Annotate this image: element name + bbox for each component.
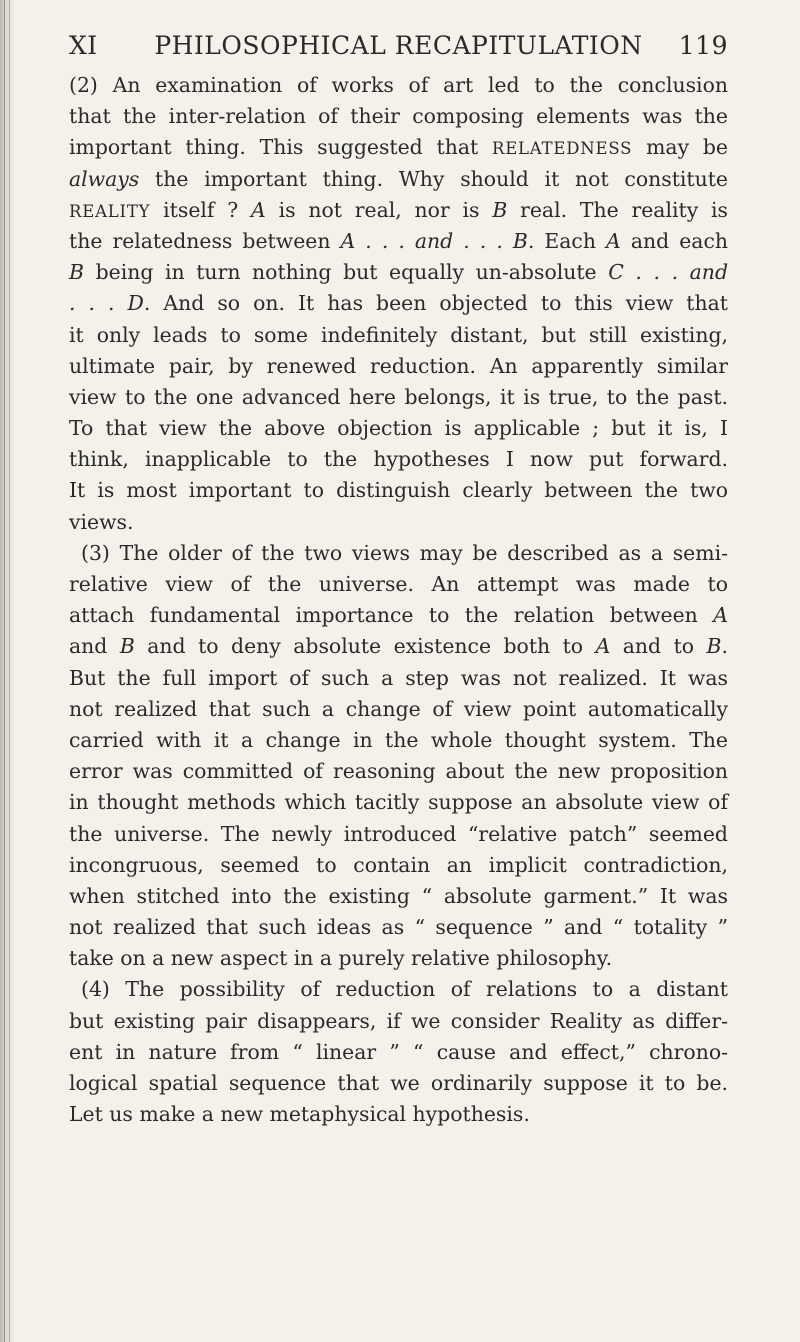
small-caps-term: RELATEDNESS: [491, 139, 633, 159]
text-line: logical spatial sequence that we ordinarily suppose it to be.: [69, 1071, 728, 1095]
chapter-title: PHILOSOPHICAL RECAPITULATION: [154, 31, 643, 60]
text-line: the universe. The newly introduced “relative patch” seemed: [69, 821, 728, 846]
text-line: take on a new aspect in a purely relative philosophy.: [69, 946, 613, 971]
text-line: important thing. This suggested that RELATEDNESS may be: [69, 135, 728, 160]
text-line: relative view of the universe. An attempt was made to: [69, 572, 728, 596]
text-line: ultimate pair, by renewed reduction. An apparently similar: [69, 353, 728, 378]
chapter-number: XI: [69, 31, 98, 60]
text-line: always the important thing. Why should it not constitute: [69, 166, 728, 191]
small-caps-term: REALITY: [69, 201, 151, 221]
text-line: ent in nature from “ linear ” “ cause and effect,” chrono-: [69, 1039, 728, 1064]
text-line: error was committed of reasoning about the new proposition: [69, 759, 728, 784]
text-line: not realized that such ideas as “ sequence ” and “ totality ”: [69, 915, 728, 940]
running-head: [69, 28, 728, 64]
text-line: REALITY itself ? A is not real, nor is B real. The reality is: [69, 197, 729, 222]
text-line: carried with it a change in the whole thought system. The: [69, 727, 728, 752]
text-line: (4) The possibility of reduction of relations to a distant: [81, 977, 728, 1002]
text-line: it only leads to some indefinitely distant, but still existing,: [69, 322, 728, 347]
text-line: attach fundamental importance to the relation between A: [69, 603, 728, 628]
text-line: and B and to deny absolute existence both to A and to B.: [69, 634, 728, 659]
text-line: views.: [69, 509, 134, 534]
text-line: It is most important to distinguish clearly between the two: [69, 478, 728, 503]
text-line: when stitched into the existing “ absolute garment.” It was: [69, 883, 728, 908]
body-text: [69, 70, 728, 1130]
book-gutter-shadow: [0, 0, 16, 1342]
text-line: B being in turn nothing but equally un-absolute C . . . and: [69, 260, 728, 285]
text-line: that the inter-relation of their composing elements was the: [69, 104, 728, 129]
text-line: view to the one advanced here belongs, it is true, to the past.: [69, 384, 728, 409]
text-line: in thought methods which tacitly suppose an absolute view of: [69, 790, 728, 815]
text-line: But the full import of such a step was not realized. It was: [69, 665, 728, 690]
text-line: but existing pair disappears, if we consider Reality as differ-: [69, 1008, 728, 1033]
gutter-line: [4, 0, 5, 1342]
text-line: . . . D. And so on. It has been objected to this view that: [69, 291, 728, 316]
text-line: think, inapplicable to the hypotheses I now put forward.: [69, 447, 728, 472]
gutter-line: [9, 0, 10, 1342]
text-line: the relatedness between A . . . and . . . B. Each A and each: [69, 228, 728, 253]
text-line: (3) The older of the two views may be described as a semi-: [81, 540, 728, 565]
text-line: (2) An examination of works of art led to the conclusion: [69, 73, 728, 97]
text-line: incongruous, seemed to contain an implicit contradiction,: [69, 852, 728, 877]
text-line: To that view the above objection is applicable ; but it is, I: [69, 416, 728, 441]
page-number: 119: [678, 31, 728, 60]
text-line: Let us make a new metaphysical hypothesis.: [69, 1102, 530, 1127]
text-line: not realized that such a change of view point automatically: [69, 696, 728, 721]
